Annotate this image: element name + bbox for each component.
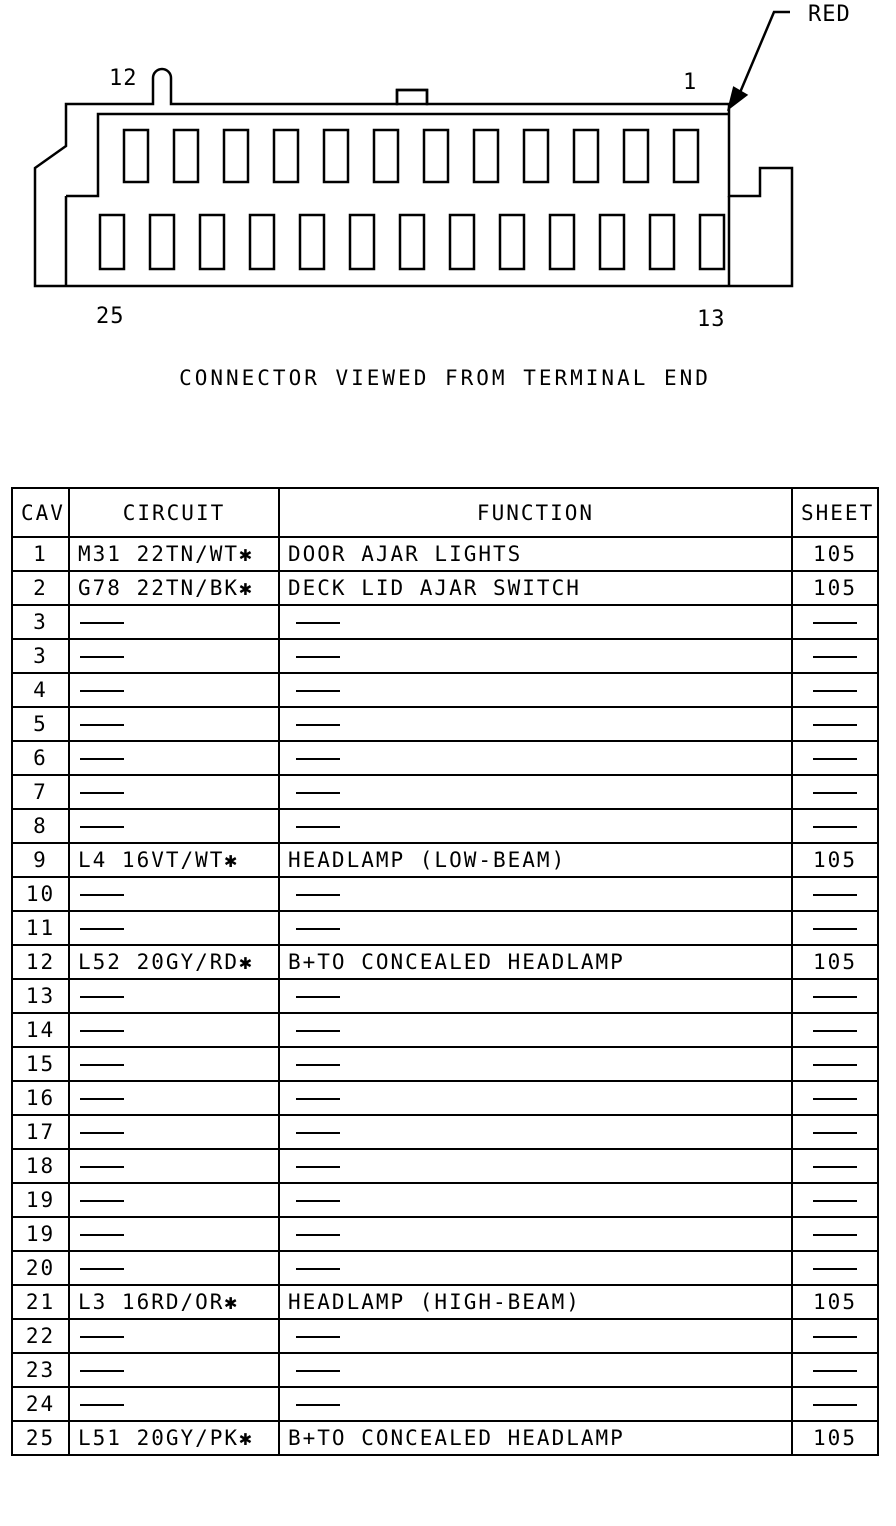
cell-circuit: G78 22TN/BK✱ <box>69 571 279 605</box>
cell-sheet <box>792 1081 878 1115</box>
cell-cav: 15 <box>12 1047 69 1081</box>
connector-lock-tab <box>397 90 427 104</box>
empty-dash <box>296 1200 340 1202</box>
cell-cav: 5 <box>12 707 69 741</box>
empty-dash <box>296 758 340 760</box>
header-function: FUNCTION <box>279 488 792 537</box>
empty-dash <box>80 1370 124 1372</box>
cell-cav: 9 <box>12 843 69 877</box>
cavity-top <box>174 130 198 182</box>
cavity-bottom <box>500 215 524 269</box>
cavity-top <box>224 130 248 182</box>
pinout-row <box>12 1183 878 1217</box>
pinout-row <box>12 1387 878 1421</box>
cell-sheet: 105 <box>792 1285 878 1319</box>
cell-sheet: 105 <box>792 537 878 571</box>
empty-dash <box>813 1404 857 1406</box>
cavity-top <box>624 130 648 182</box>
empty-dash <box>296 1098 340 1100</box>
empty-dash <box>296 690 340 692</box>
cell-function <box>279 911 792 945</box>
cell-cav: 14 <box>12 1013 69 1047</box>
empty-dash <box>80 1268 124 1270</box>
cell-sheet <box>792 1251 878 1285</box>
empty-dash <box>296 1132 340 1134</box>
cavity-top <box>574 130 598 182</box>
connector-caption: CONNECTOR VIEWED FROM TERMINAL END <box>179 366 711 390</box>
cell-cav: 24 <box>12 1387 69 1421</box>
empty-dash <box>80 894 124 896</box>
pinout-table <box>11 487 879 1456</box>
empty-dash <box>80 1132 124 1134</box>
cell-cav: 25 <box>12 1421 69 1455</box>
empty-dash <box>813 1098 857 1100</box>
empty-dash <box>296 1404 340 1406</box>
cell-function: DOOR AJAR LIGHTS <box>279 537 792 571</box>
pinout-row <box>12 877 878 911</box>
cell-circuit <box>69 741 279 775</box>
empty-dash <box>80 758 124 760</box>
cell-function <box>279 1217 792 1251</box>
empty-dash <box>813 928 857 930</box>
empty-dash <box>813 656 857 658</box>
cell-function: HEADLAMP (LOW-BEAM) <box>279 843 792 877</box>
cell-function <box>279 1183 792 1217</box>
empty-dash <box>813 1030 857 1032</box>
cavity-bottom <box>600 215 624 269</box>
empty-dash <box>813 1064 857 1066</box>
cell-sheet <box>792 639 878 673</box>
empty-dash <box>296 1336 340 1338</box>
cell-circuit <box>69 1217 279 1251</box>
cell-circuit <box>69 1013 279 1047</box>
cell-function <box>279 707 792 741</box>
cell-cav: 10 <box>12 877 69 911</box>
cell-function: B+TO CONCEALED HEADLAMP <box>279 1421 792 1455</box>
empty-dash <box>80 996 124 998</box>
empty-dash <box>296 1370 340 1372</box>
cell-cav: 1 <box>12 537 69 571</box>
cell-cav: 6 <box>12 741 69 775</box>
empty-dash <box>80 792 124 794</box>
cavity-bottom <box>300 215 324 269</box>
cell-cav: 19 <box>12 1183 69 1217</box>
cell-function <box>279 979 792 1013</box>
empty-dash <box>813 1234 857 1236</box>
cavity-top <box>524 130 548 182</box>
pinout-row <box>12 1421 878 1455</box>
cell-sheet <box>792 1217 878 1251</box>
cavity-bottom <box>450 215 474 269</box>
pinout-row <box>12 1047 878 1081</box>
cavity-top <box>474 130 498 182</box>
pinout-row <box>12 707 878 741</box>
pinout-row <box>12 945 878 979</box>
cell-circuit <box>69 707 279 741</box>
cell-cav: 18 <box>12 1149 69 1183</box>
empty-dash <box>296 724 340 726</box>
cell-cav: 4 <box>12 673 69 707</box>
cell-sheet <box>792 877 878 911</box>
empty-dash <box>813 1268 857 1270</box>
cell-cav: 8 <box>12 809 69 843</box>
empty-dash <box>296 1030 340 1032</box>
empty-dash <box>296 1268 340 1270</box>
header-cav: CAV <box>12 488 69 537</box>
empty-dash <box>813 1370 857 1372</box>
empty-dash <box>813 690 857 692</box>
cell-sheet <box>792 707 878 741</box>
cavity-bottom <box>150 215 174 269</box>
cell-sheet <box>792 1319 878 1353</box>
pinout-header-row <box>12 488 878 537</box>
cell-sheet: 105 <box>792 945 878 979</box>
cell-sheet <box>792 1183 878 1217</box>
header-sheet: SHEET <box>792 488 878 537</box>
cell-circuit: L4 16VT/WT✱ <box>69 843 279 877</box>
empty-dash <box>813 622 857 624</box>
pinout-row <box>12 1285 878 1319</box>
cell-cav: 12 <box>12 945 69 979</box>
pinout-row <box>12 673 878 707</box>
empty-dash <box>80 1166 124 1168</box>
cell-circuit <box>69 605 279 639</box>
cell-cav: 3 <box>12 639 69 673</box>
cell-cav: 11 <box>12 911 69 945</box>
empty-dash <box>80 1404 124 1406</box>
cell-circuit: L51 20GY/PK✱ <box>69 1421 279 1455</box>
pinout-row <box>12 537 878 571</box>
empty-dash <box>813 1132 857 1134</box>
red-wire-callout-label: RED <box>808 2 851 27</box>
pin-label-1: 1 <box>683 70 698 95</box>
pinout-row <box>12 741 878 775</box>
cell-circuit <box>69 979 279 1013</box>
empty-dash <box>80 826 124 828</box>
cell-circuit <box>69 1387 279 1421</box>
cell-function <box>279 1047 792 1081</box>
cavity-bottom <box>700 215 724 269</box>
cavity-top <box>124 130 148 182</box>
cell-cav: 3 <box>12 605 69 639</box>
pinout-row <box>12 1217 878 1251</box>
cell-function: B+TO CONCEALED HEADLAMP <box>279 945 792 979</box>
cell-function <box>279 1081 792 1115</box>
cell-function <box>279 1115 792 1149</box>
empty-dash <box>296 894 340 896</box>
cell-circuit <box>69 809 279 843</box>
empty-dash <box>296 792 340 794</box>
pinout-row <box>12 1319 878 1353</box>
cavity-group <box>100 130 724 269</box>
cavity-bottom <box>650 215 674 269</box>
empty-dash <box>813 792 857 794</box>
empty-dash <box>813 1336 857 1338</box>
cavity-top <box>274 130 298 182</box>
pinout-row <box>12 979 878 1013</box>
cell-circuit: L3 16RD/OR✱ <box>69 1285 279 1319</box>
pin-label-13: 13 <box>697 307 726 332</box>
cell-circuit <box>69 1251 279 1285</box>
cell-sheet: 105 <box>792 571 878 605</box>
empty-dash <box>80 1200 124 1202</box>
pinout-row <box>12 605 878 639</box>
cavity-bottom <box>200 215 224 269</box>
cell-sheet <box>792 1047 878 1081</box>
pinout-row <box>12 1149 878 1183</box>
empty-dash <box>813 758 857 760</box>
cell-cav: 16 <box>12 1081 69 1115</box>
cell-cav: 7 <box>12 775 69 809</box>
cell-circuit <box>69 1319 279 1353</box>
cavity-bottom <box>350 215 374 269</box>
red-callout-arrow <box>736 12 790 102</box>
empty-dash <box>80 656 124 658</box>
pinout-row <box>12 1353 878 1387</box>
cell-function <box>279 1353 792 1387</box>
cell-cav: 13 <box>12 979 69 1013</box>
cell-function <box>279 1013 792 1047</box>
cell-sheet <box>792 673 878 707</box>
cell-cav: 17 <box>12 1115 69 1149</box>
empty-dash <box>296 656 340 658</box>
cell-circuit <box>69 1149 279 1183</box>
empty-dash <box>813 1200 857 1202</box>
empty-dash <box>296 996 340 998</box>
pinout-row <box>12 1081 878 1115</box>
empty-dash <box>296 1064 340 1066</box>
cavity-top <box>674 130 698 182</box>
connector-diagram <box>0 0 896 360</box>
cell-function <box>279 741 792 775</box>
cell-function <box>279 605 792 639</box>
empty-dash <box>80 622 124 624</box>
cell-sheet <box>792 809 878 843</box>
cavity-bottom <box>100 215 124 269</box>
cell-sheet <box>792 1149 878 1183</box>
header-circuit: CIRCUIT <box>69 488 279 537</box>
cell-circuit <box>69 1081 279 1115</box>
pinout-row <box>12 775 878 809</box>
empty-dash <box>80 1234 124 1236</box>
cell-function <box>279 1251 792 1285</box>
empty-dash <box>80 1030 124 1032</box>
cell-sheet: 105 <box>792 843 878 877</box>
cavity-bottom <box>400 215 424 269</box>
cell-function <box>279 809 792 843</box>
empty-dash <box>80 690 124 692</box>
empty-dash <box>813 724 857 726</box>
cavity-top <box>324 130 348 182</box>
pinout-row <box>12 1013 878 1047</box>
cell-circuit: M31 22TN/WT✱ <box>69 537 279 571</box>
pinout-row <box>12 809 878 843</box>
cell-sheet <box>792 979 878 1013</box>
empty-dash <box>296 1166 340 1168</box>
cavity-top <box>424 130 448 182</box>
cell-circuit <box>69 1115 279 1149</box>
cavity-top <box>374 130 398 182</box>
pinout-row <box>12 571 878 605</box>
pin-label-12: 12 <box>109 66 138 91</box>
cell-function: DECK LID AJAR SWITCH <box>279 571 792 605</box>
cell-function <box>279 775 792 809</box>
pinout-row <box>12 911 878 945</box>
cell-circuit <box>69 775 279 809</box>
cell-function <box>279 1149 792 1183</box>
pinout-row <box>12 843 878 877</box>
cell-cav: 20 <box>12 1251 69 1285</box>
cell-circuit <box>69 911 279 945</box>
empty-dash <box>813 894 857 896</box>
cell-sheet <box>792 1353 878 1387</box>
cell-circuit: L52 20GY/RD✱ <box>69 945 279 979</box>
pinout-row <box>12 1251 878 1285</box>
cell-cav: 19 <box>12 1217 69 1251</box>
empty-dash <box>296 826 340 828</box>
empty-dash <box>80 928 124 930</box>
pinout-row <box>12 639 878 673</box>
cell-circuit <box>69 877 279 911</box>
empty-dash <box>813 1166 857 1168</box>
cell-function <box>279 1387 792 1421</box>
cell-function <box>279 877 792 911</box>
cell-function <box>279 1319 792 1353</box>
cell-sheet <box>792 911 878 945</box>
empty-dash <box>813 826 857 828</box>
cell-sheet <box>792 775 878 809</box>
cell-sheet <box>792 741 878 775</box>
cell-sheet <box>792 1115 878 1149</box>
cell-sheet: 105 <box>792 1421 878 1455</box>
cell-circuit <box>69 1047 279 1081</box>
empty-dash <box>80 724 124 726</box>
red-callout-arrowhead <box>729 88 746 108</box>
cell-cav: 22 <box>12 1319 69 1353</box>
cell-cav: 2 <box>12 571 69 605</box>
empty-dash <box>296 928 340 930</box>
cell-function <box>279 639 792 673</box>
cavity-bottom <box>550 215 574 269</box>
cell-circuit <box>69 639 279 673</box>
cell-circuit <box>69 1353 279 1387</box>
cell-circuit <box>69 673 279 707</box>
empty-dash <box>80 1336 124 1338</box>
empty-dash <box>80 1098 124 1100</box>
cell-sheet <box>792 1013 878 1047</box>
cavity-bottom <box>250 215 274 269</box>
cell-function: HEADLAMP (HIGH-BEAM) <box>279 1285 792 1319</box>
empty-dash <box>296 1234 340 1236</box>
cell-sheet <box>792 605 878 639</box>
pin-label-25: 25 <box>96 304 125 329</box>
empty-dash <box>296 622 340 624</box>
pinout-row <box>12 1115 878 1149</box>
cell-cav: 23 <box>12 1353 69 1387</box>
cell-cav: 21 <box>12 1285 69 1319</box>
cell-sheet <box>792 1387 878 1421</box>
empty-dash <box>80 1064 124 1066</box>
cell-function <box>279 673 792 707</box>
empty-dash <box>813 996 857 998</box>
cell-circuit <box>69 1183 279 1217</box>
